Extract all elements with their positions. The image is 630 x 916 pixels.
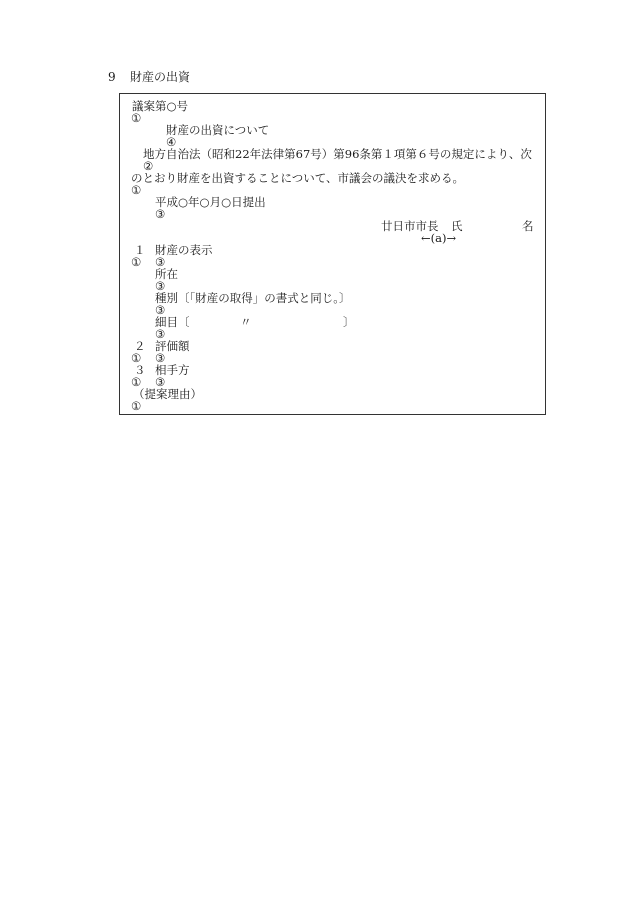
indent-mark: ③ (155, 303, 166, 317)
indent-mark: ① (131, 183, 142, 197)
detail-close: 〕 (343, 315, 355, 329)
indent-mark: ④ (166, 135, 177, 149)
signer-title: 廿日市市長 (381, 219, 439, 233)
indent-mark: ② (143, 159, 154, 173)
submission-date: 平成○年○月○日提出 (155, 195, 266, 209)
indent-mark: ① (131, 255, 142, 269)
location-label: 所在 (155, 267, 178, 281)
signer-shi: 氏 (451, 219, 463, 233)
indent-mark: ① (131, 351, 142, 365)
indent-mark: ① (131, 111, 142, 125)
indent-mark: ① (131, 375, 142, 389)
reason-label: （提案理由） (133, 387, 202, 401)
bill-subject: 財産の出資について (166, 123, 270, 137)
bill-body-line-1: 地方自治法（昭和22年法律第67号）第96条第１項第６号の規定により、次 (143, 147, 532, 161)
indent-mark: ③ (155, 351, 166, 365)
item-2-number: ２ (134, 339, 146, 353)
item-2-title: 評価額 (155, 339, 190, 353)
item-1-number: １ (134, 243, 146, 257)
indent-mark: ③ (155, 207, 166, 221)
signer-spacing-note: ←(a)→ (421, 231, 457, 245)
bill-body-line-2: のとおり財産を出資することについて、市議会の議決を求める。 (131, 171, 465, 185)
item-1-title: 財産の表示 (155, 243, 213, 257)
indent-mark: ③ (155, 255, 166, 269)
detail-label: 細目〔 (155, 315, 190, 329)
bill-number: 議案第○号 (132, 99, 189, 113)
signer-mei: 名 (522, 219, 534, 233)
type-label: 種別〔「財産の取得」の書式と同じ。〕 (155, 291, 351, 305)
section-title: 財産の出資 (130, 70, 191, 84)
indent-mark: ① (131, 399, 142, 413)
item-3-title: 相手方 (155, 363, 190, 377)
indent-mark: ③ (155, 327, 166, 341)
section-heading (108, 70, 190, 84)
section-number: 9 (108, 70, 116, 84)
indent-mark: ③ (155, 279, 166, 293)
item-3-number: ３ (134, 363, 146, 377)
detail-ditto: 〃 (240, 315, 252, 329)
indent-mark: ③ (155, 375, 166, 389)
